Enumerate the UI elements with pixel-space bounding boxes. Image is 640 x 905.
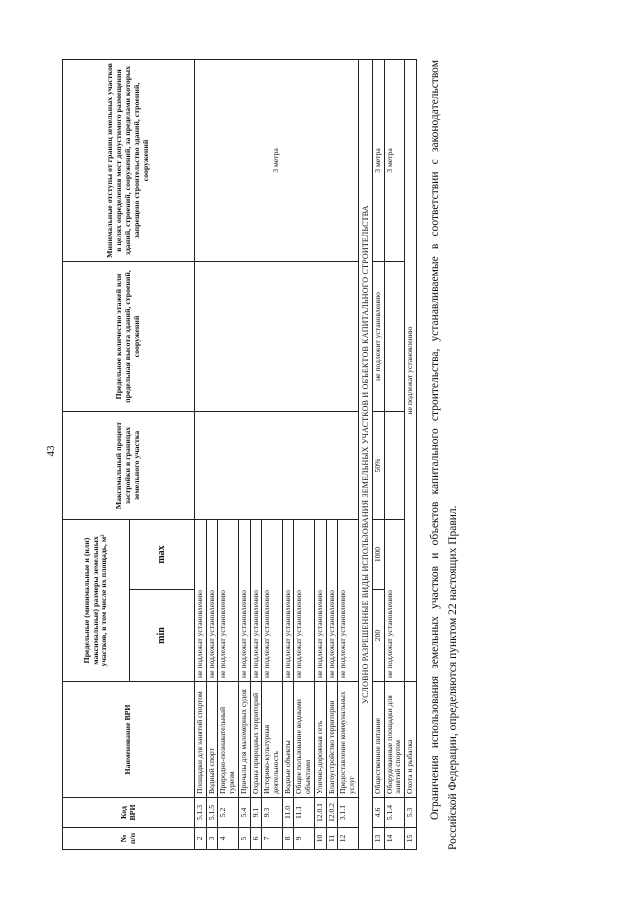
row-setback: 3 метра [384, 59, 404, 261]
row-min: 200 [372, 590, 384, 682]
row-code: 9.3 [262, 798, 282, 828]
footnote: Ограничения использования земельных участков и объектов капитального строительства, устанавливаемые в соответствии с законодательством Российской Федерации, определяются пунктом 22 настоящих Правил. [428, 60, 459, 850]
header-code: Код ВРИ [63, 798, 195, 828]
row-code: 4.6 [372, 798, 384, 828]
row-name: Благоустройство территории [326, 682, 338, 798]
header-name: Наименование ВРИ [63, 682, 195, 798]
row-size: не подлежат установлению [250, 519, 262, 681]
table-row [195, 59, 207, 849]
row-floors: не подлежит установлению [372, 261, 384, 411]
table-row [405, 59, 417, 849]
row-size: не подлежат установлению [206, 519, 218, 681]
row-number: 9 [294, 828, 314, 850]
row-code: 11.1 [294, 798, 314, 828]
row-percent-empty [384, 411, 404, 519]
row-setback: 3 метра [195, 59, 359, 261]
row-size: не подлежат установлению [405, 59, 417, 681]
row-size: не подлежат установлению [314, 519, 326, 681]
row-code: 12.0.2 [326, 798, 338, 828]
row-name: Предоставление коммунальных услуг [338, 682, 358, 798]
row-floors-empty [195, 261, 359, 411]
row-name: Природно-познавательный туризм [218, 682, 238, 798]
header-max: max [130, 519, 195, 589]
row-code: 5.4 [238, 798, 250, 828]
row-size: не подлежат установлению [195, 519, 207, 681]
row-number: 5 [238, 828, 250, 850]
row-size: не подлежат установлению [338, 519, 358, 681]
row-code: 5.1.4 [384, 798, 404, 828]
row-name: Водные объекты [282, 682, 294, 798]
row-number: 11 [326, 828, 338, 850]
row-size: не подлежат установлению [326, 519, 338, 681]
row-number: 8 [282, 828, 294, 850]
row-number: 15 [405, 828, 417, 850]
row-code: 5.3 [405, 798, 417, 828]
row-name: Историко-культурная деятельность [262, 682, 282, 798]
header-num: № п/п [63, 828, 195, 850]
row-number: 2 [195, 828, 207, 850]
row-code: 11.0 [282, 798, 294, 828]
row-name: Водный спорт [206, 682, 218, 798]
header-min: min [130, 590, 195, 682]
row-number: 10 [314, 828, 326, 850]
row-name: Общее пользование водными объектами [294, 682, 314, 798]
row-size: не подлежат установлению [238, 519, 250, 681]
row-size: не подлежат установлению [384, 519, 404, 681]
row-number: 3 [206, 828, 218, 850]
row-number: 13 [372, 828, 384, 850]
row-name: Улично-дорожная сеть [314, 682, 326, 798]
row-code: 9.1 [250, 798, 262, 828]
regulations-table [62, 59, 417, 850]
rotated-page-content [62, 50, 567, 850]
row-percent-empty [195, 411, 359, 519]
page-number: 43 [45, 445, 57, 457]
row-size: не подлежат установлению [262, 519, 282, 681]
row-name: Причалы для маломерных судов [238, 682, 250, 798]
row-percent: 50% [372, 411, 384, 519]
header-sizes: Предельные (минимальные и (или) максимальные) размеры земельных участков, в том числе их площадь, м² [63, 519, 130, 681]
table-row [372, 59, 384, 849]
row-name: Оборудованные площадки для занятий спортом [384, 682, 404, 798]
row-code: 12.0.1 [314, 798, 326, 828]
row-number: 7 [262, 828, 282, 850]
row-code: 5.1.3 [195, 798, 207, 828]
section-title: УСЛОВНО РАЗРЕШЕННЫЕ ВИДЫ ИСПОЛЬЗОВАНИЯ ЗЕМЕЛЬНЫХ УЧАСТКОВ И ОБЪЕКТОВ КАПИТАЛЬНОГО СТРОИТЕЛЬСТВА [358, 59, 372, 849]
row-code: 5.1.5 [206, 798, 218, 828]
row-floors-empty [384, 261, 404, 411]
row-name: Охрана природных территорий [250, 682, 262, 798]
row-size: не подлежат установлению [218, 519, 238, 681]
header-floors: Предельное количество этажей или предельная высота зданий, строений, сооружений [63, 261, 195, 411]
table-row [384, 59, 404, 849]
row-size: не подлежат установлению [282, 519, 294, 681]
row-size: не подлежат установлению [294, 519, 314, 681]
row-code: 5.2 [218, 798, 238, 828]
row-code: 3.1.1 [338, 798, 358, 828]
row-number: 6 [250, 828, 262, 850]
row-number: 12 [338, 828, 358, 850]
header-setback: Минимальные отступы от границ земельных участков в целях определения мест допустимого размещения зданий, строений, сооружений, за пределами которых запрещено строительство зданий, строений, сооружений [63, 59, 195, 261]
row-name: Площадки для занятий спортом [195, 682, 207, 798]
row-name: Общественное питание [372, 682, 384, 798]
row-number: 4 [218, 828, 238, 850]
row-number: 14 [384, 828, 404, 850]
row-max: 1000 [372, 519, 384, 589]
row-setback: 3 метра [372, 59, 384, 261]
header-row [63, 59, 130, 849]
header-percent: Максимальный процент застройки в границах земельного участка [63, 411, 195, 519]
section-header-row [358, 59, 372, 849]
row-name: Охота и рыбалка [405, 682, 417, 798]
